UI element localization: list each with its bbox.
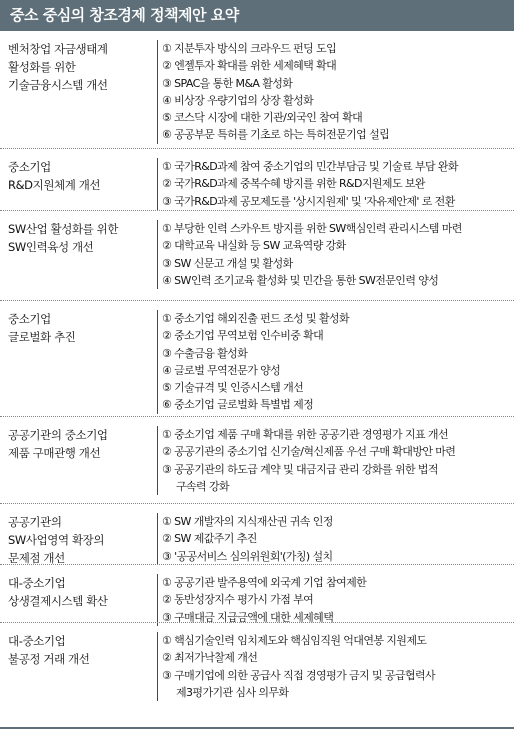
- proposal-item: ③ 수출금융 활성화: [162, 346, 248, 360]
- proposal-item: ② 대학교육 내실화 등 SW 교육역량 강화: [162, 239, 346, 253]
- proposal-item: ① 중소기업 해외진출 펀드 조성 및 활성화: [162, 312, 350, 325]
- category-label: 중소기업 R&D지원체계 개선: [8, 160, 101, 192]
- proposal-item: ① 핵심기술인력 임치제도와 핵심임직원 억대연봉 지원제도: [162, 634, 427, 647]
- category-label: 중소기업 글로벌화 추진: [8, 312, 76, 344]
- proposal-item: ⑤ 코스닥 시장에 대한 기관/외국인 참여 확대: [162, 111, 363, 125]
- proposal-item: ③ SW 신문고 개설 및 활성화: [162, 256, 293, 270]
- category-label: 공공기관의 중소기업 제품 구매관행 개선: [8, 428, 108, 460]
- proposal-item: ③ 국가R&D과제 공모제도를 '상시지원제' 및 '자유제안제' 로 전환: [162, 194, 455, 208]
- proposal-item: ② 최저가낙찰제 개선: [162, 651, 258, 665]
- proposal-item: ④ 글로벌 무역전문가 양성: [162, 363, 281, 377]
- proposal-item: ③ SPAC을 통한 M&A 활성화: [162, 76, 293, 90]
- proposal-item: ④ SW인력 조기교육 활성화 및 민간을 통한 SW전문인력 양성: [162, 273, 439, 287]
- proposal-item: ⑥ 중소기업 글로벌화 특별법 제정: [162, 398, 314, 412]
- proposal-item: ② 중소기업 무역보험 인수비중 확대: [162, 329, 324, 343]
- proposal-item: ② SW 제값주기 추진: [162, 532, 257, 546]
- proposal-item: ③ '공공서비스 심의위원회'(가칭) 설치: [162, 549, 333, 563]
- policy-row: [0, 416, 514, 503]
- proposal-item: ② 동반성장지수 평가시 가점 부여: [162, 593, 314, 607]
- proposal-item: ① SW 개발자의 지식재산권 귀속 인정: [162, 515, 333, 528]
- policy-row: [0, 148, 514, 210]
- proposal-list: [157, 40, 508, 144]
- proposal-list: [157, 574, 508, 626]
- bottom-divider: [0, 727, 514, 729]
- policy-row: [0, 564, 514, 622]
- category-label: 벤처창업 자금생태계 활성화를 위한 기술금융시스템 개선: [8, 42, 108, 92]
- proposal-list: [157, 158, 508, 210]
- proposal-item: ① 부당한 인력 스카우트 방지를 위한 SW핵심인력 관리시스템 마련: [162, 222, 462, 235]
- proposal-list: [157, 426, 508, 495]
- proposal-item: ② 국가R&D과제 중복수혜 방지를 위한 R&D지원제도 보완: [162, 177, 425, 191]
- proposal-list: [157, 310, 508, 414]
- proposal-item: ⑥ 공공부문 특허를 기초로 하는 특허전문기업 설립: [162, 128, 390, 142]
- category-label: 대-중소기업 불공정 거래 개선: [8, 634, 90, 666]
- proposal-list: [157, 220, 508, 289]
- proposal-list: [157, 632, 508, 701]
- proposal-item: ① 국가R&D과제 참여 중소기업의 민간부담금 및 기술료 부담 완화: [162, 160, 458, 173]
- policy-row: [0, 300, 514, 416]
- proposal-item: ⑤ 기술규격 및 인증시스템 개선: [162, 381, 304, 395]
- category-label: SW산업 활성화를 위한 SW인력육성 개선: [8, 222, 119, 254]
- proposal-item: ① 공공기관 발주용역에 외국계 기업 참여제한: [162, 576, 367, 589]
- policy-row: [0, 210, 514, 300]
- proposal-item: ② 엔젤투자 확대를 위한 세제혜택 확대: [162, 59, 337, 73]
- proposal-item: ② 공공기관의 중소기업 신기술/혁신제품 우선 구매 확대방안 마련: [162, 445, 456, 459]
- proposal-item: ③ 공공기관의 하도급 계약 및 대금지급 관리 강화를 위한 법적 구속력 강화: [162, 462, 438, 493]
- category-label: 대-중소기업 상생결제시스템 확산: [8, 576, 108, 608]
- policy-row: [0, 31, 514, 148]
- proposal-item: ④ 비상장 우량기업의 상장 활성화: [162, 93, 314, 107]
- proposal-item: ③ 구매대금 지급금액에 대한 세제혜택: [162, 610, 334, 624]
- proposal-item: ① 중소기업 제품 구매 확대를 위한 공공기관 경영평가 지표 개선: [162, 428, 448, 441]
- policy-row: [0, 622, 514, 727]
- proposal-list: [157, 513, 508, 565]
- proposal-item: ① 지분투자 방식의 크라우드 펀딩 도입: [162, 42, 337, 55]
- page-title: 중소 중심의 창조경제 정책제안 요약: [0, 0, 514, 31]
- category-label: 공공기관의 SW사업영역 확장의 문제점 개선: [8, 515, 105, 565]
- policy-row: [0, 503, 514, 564]
- proposal-item: ③ 구매기업에 의한 공급사 직접 경영평가 금지 및 공급협력사 제3평가기관 심사 의무화: [162, 668, 436, 699]
